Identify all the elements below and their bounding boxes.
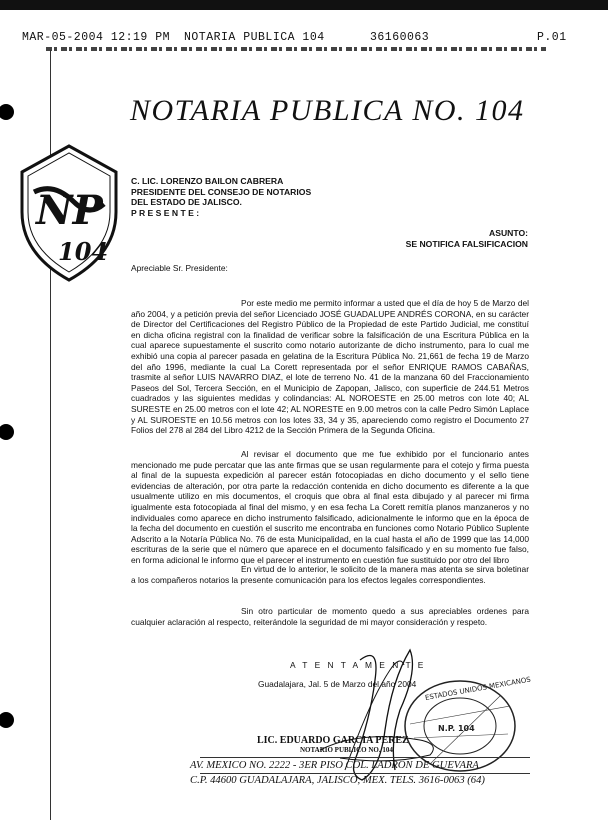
- notary-title: NOTARIO PUBLICO NO. 104: [300, 746, 393, 754]
- recipient-line: PRESIDENTE DEL CONSEJO DE NOTARIOS: [131, 186, 312, 197]
- punch-hole: [0, 424, 14, 440]
- fax-sender: NOTARIA PUBLICA 104: [184, 31, 325, 44]
- scan-rule: [46, 47, 546, 51]
- address-rule: [200, 757, 530, 758]
- svg-text:104: 104: [58, 237, 109, 266]
- notary-emblem-icon: [14, 142, 124, 282]
- punch-hole: [0, 104, 14, 120]
- closing-place-date: Guadalajara, Jal. 5 de Marzo del año 2004: [258, 679, 417, 689]
- address-line-2: C.P. 44600 GUADALAJARA, JALISCO, MEX. TELS. 3616-0063 (64): [190, 775, 485, 786]
- subject-label: ASUNTO:: [489, 228, 528, 238]
- salutation: Apreciable Sr. Presidente:: [131, 263, 228, 273]
- subject-block: [406, 228, 528, 249]
- address-rule: [200, 773, 530, 774]
- fax-datetime: MAR-05-2004 12:19 PM: [22, 31, 171, 44]
- fax-number: 36160063: [370, 31, 430, 44]
- recipient-block: [131, 176, 311, 218]
- body-paragraph-1: Por este medio me permito informar a usted que el día de hoy 5 de Marzo del año 2004, y a petición previa del señor Licenciado JOSÉ GUADALUPE ANDRÉS CORONA, en su carácter de Director del Certificaciones del Registro Público de la Propiedad de este Partido Judicial, me constituí en dicha oficina registral con la finalidad de verificar sobre la falsificación de una Escritura Pública en la cual aparece supuestamente el suscrito como notario autorizante de dicho instrumento, para lo cual me exhibió una copia al parecer pasada en gelatina de la Escritura Pública No. 21,661 de fecha 19 de Marzo del año 1996, mediante la cual La Corett representada por el señor ENRIQUE RAMOS CABAÑAS, trasmite al señor LUIS NAVARRO DIAZ, el lote de terreno No. 41 de la manzana 60 del Fraccionamiento Paseos del Sol, Tercera Sección, en el Municipio de Zapopan, Jalisco, con superficie de 244.51 Metros cuadrados y las siguientes medidas y colindancias: AL NOROESTE en 25.00 metros con lote 40; AL SURESTE en 25.00 metros con el lote 42; AL NORESTE en 9.00 metros con la calle Pedro Simón Laplace y AL SUROESTE en 10.56 metros con los lotes 33, 34 y 35, apareciendo como registro el Documento 27 Folios del 278 al 284 del Libro 4212 de la Sección Primera de la Segunda Oficina.: [131, 298, 529, 436]
- notary-name: LIC. EDUARDO GARCIA PEREZ: [257, 735, 409, 746]
- svg-text:N.P. 104: N.P. 104: [438, 724, 475, 733]
- recipient-line: C. LIC. LORENZO BAILON CABRERA: [131, 176, 284, 186]
- svg-text:ESTADOS UNIDOS MEXICANOS: ESTADOS UNIDOS MEXICANOS: [424, 675, 532, 703]
- body-paragraph-4: Sin otro particular de momento quedo a sus apreciables ordenes para cualquier aclaración al respecto, reiterándole la seguridad de mi mayor consideración y respeto.: [131, 606, 529, 627]
- punch-hole: [0, 712, 14, 728]
- recipient-line: P R E S E N T E :: [131, 207, 200, 218]
- closing-atentamente: A T E N T A M E N T E: [290, 660, 426, 670]
- scan-top-edge: [0, 0, 608, 10]
- address-line-1: AV. MEXICO NO. 2222 - 3ER PISO COL. LADRON DE GUEVARA: [190, 760, 479, 771]
- body-paragraph-3: En virtud de lo anterior, le solicito de la manera mas atenta se sirva boletinar a los compañeros notarios la presente comunicación para los efectos legales correspondientes.: [131, 564, 529, 585]
- recipient-line: DEL ESTADO DE JALISCO.: [131, 197, 242, 207]
- subject-text: SE NOTIFICA FALSIFICACION: [405, 238, 528, 249]
- fax-page: P.01: [537, 31, 567, 44]
- letterhead-title: NOTARIA PUBLICA NO. 104: [130, 94, 525, 127]
- svg-text:NP: NP: [36, 187, 103, 234]
- body-paragraph-2: Al revisar el documento que me fue exhibido por el funcionario antes mencionado me pude percatar que las ante firmas que se usan regularmente para el cotejo y firma puesta al final de la supuesta expedición al parecer están fotocopiadas en dicho documento y el sello tiene evidencias de alteración, por otra parte la redacción contenida en dicho documento es diferente a la que usualmente utilizo en mis documentos, el croquis que obra al final esta dibujado y al parecer mi firma igualmente esta fotocopiada al final del mismo, y en esa fecha La Corett remitía planos manzaneros y no individuales como aparece en dicho instrumento falsificado, adicionalmente le informo que en la época de la fecha del documento en cuestión el suscrito me encontraba en funciones como Notario Público Suplente Adscrito a la Notaría Pública No. 76 de esta Municipalidad, en la cual hasta el año de 1999 que las 14,000 escrituras de la serie que el número que aparece en el documento falsificado y en su momento fue falso, en forma adicional le informo que el parecer el instrumento en cuestión fue sustituido por otro del libro: [131, 449, 529, 565]
